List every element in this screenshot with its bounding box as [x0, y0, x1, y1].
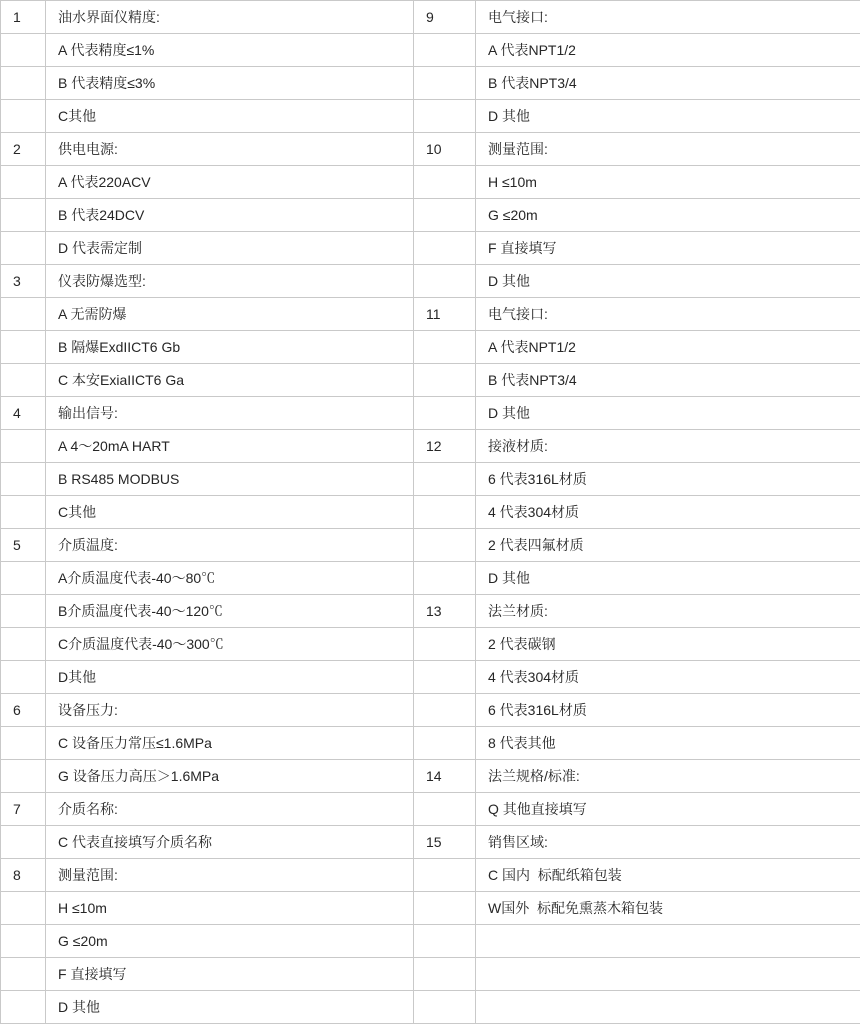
table-row [1, 331, 860, 364]
right-item-cell: 4 代表304材质 [476, 661, 860, 694]
left-item-cell: 设备压力: [46, 694, 414, 727]
table-row [1, 595, 860, 628]
left-index-cell [1, 364, 46, 397]
left-index-cell [1, 199, 46, 232]
table-row [1, 199, 860, 232]
right-index-cell: 12 [414, 430, 476, 463]
left-index-cell [1, 760, 46, 793]
right-index-cell: 10 [414, 133, 476, 166]
right-item-cell: D 其他 [476, 562, 860, 595]
right-item-cell [476, 991, 860, 1024]
left-index-cell: 3 [1, 265, 46, 298]
left-index-cell: 2 [1, 133, 46, 166]
left-index-cell [1, 562, 46, 595]
left-index-cell [1, 67, 46, 100]
table-row [1, 859, 860, 892]
table-row [1, 958, 860, 991]
left-index-cell [1, 991, 46, 1024]
right-index-cell [414, 958, 476, 991]
right-item-cell: 销售区域: [476, 826, 860, 859]
table-row [1, 397, 860, 430]
table-row [1, 265, 860, 298]
table-row [1, 232, 860, 265]
left-item-cell: H ≤10m [46, 892, 414, 925]
table-row [1, 133, 860, 166]
left-index-cell [1, 463, 46, 496]
table-row [1, 562, 860, 595]
right-item-cell: D 其他 [476, 100, 860, 133]
left-index-cell: 4 [1, 397, 46, 430]
right-index-cell [414, 562, 476, 595]
left-item-cell: 介质温度: [46, 529, 414, 562]
table-row [1, 760, 860, 793]
table-row [1, 364, 860, 397]
table-row [1, 727, 860, 760]
right-index-cell [414, 331, 476, 364]
left-index-cell [1, 826, 46, 859]
right-index-cell [414, 892, 476, 925]
left-item-cell: A 4～20mA HART [46, 430, 414, 463]
left-index-cell [1, 892, 46, 925]
right-item-cell: 电气接口: [476, 1, 860, 34]
table-row [1, 34, 860, 67]
right-index-cell [414, 661, 476, 694]
right-item-cell: 电气接口: [476, 298, 860, 331]
table-row [1, 694, 860, 727]
table-row [1, 826, 860, 859]
spec-table-body [1, 1, 860, 1024]
right-index-cell [414, 496, 476, 529]
left-item-cell: 测量范围: [46, 859, 414, 892]
right-item-cell: 6 代表316L材质 [476, 694, 860, 727]
left-item-cell: 油水界面仪精度: [46, 1, 414, 34]
table-row [1, 463, 860, 496]
table-row [1, 166, 860, 199]
left-item-cell: C其他 [46, 496, 414, 529]
left-item-cell: B 隔爆ExdIICT6 Gb [46, 331, 414, 364]
left-item-cell: F 直接填写 [46, 958, 414, 991]
table-row [1, 430, 860, 463]
left-index-cell: 5 [1, 529, 46, 562]
left-index-cell [1, 661, 46, 694]
right-item-cell: 2 代表四氟材质 [476, 529, 860, 562]
left-item-cell: 介质名称: [46, 793, 414, 826]
right-item-cell [476, 925, 860, 958]
table-row [1, 661, 860, 694]
table-row [1, 496, 860, 529]
left-index-cell [1, 232, 46, 265]
left-index-cell [1, 958, 46, 991]
right-index-cell: 15 [414, 826, 476, 859]
left-item-cell: D其他 [46, 661, 414, 694]
right-index-cell: 14 [414, 760, 476, 793]
right-index-cell [414, 232, 476, 265]
left-item-cell: G ≤20m [46, 925, 414, 958]
left-item-cell: 供电电源: [46, 133, 414, 166]
right-item-cell: 测量范围: [476, 133, 860, 166]
right-index-cell [414, 364, 476, 397]
left-index-cell: 6 [1, 694, 46, 727]
right-index-cell [414, 199, 476, 232]
right-index-cell [414, 463, 476, 496]
left-index-cell [1, 331, 46, 364]
right-item-cell: G ≤20m [476, 199, 860, 232]
table-row [1, 298, 860, 331]
left-item-cell: B介质温度代表-40～120℃ [46, 595, 414, 628]
left-item-cell: D 代表需定制 [46, 232, 414, 265]
left-index-cell [1, 430, 46, 463]
right-item-cell: 6 代表316L材质 [476, 463, 860, 496]
right-index-cell [414, 265, 476, 298]
left-index-cell [1, 100, 46, 133]
right-index-cell [414, 694, 476, 727]
left-item-cell: G 设备压力高压＞1.6MPa [46, 760, 414, 793]
table-row [1, 793, 860, 826]
right-item-cell: 8 代表其他 [476, 727, 860, 760]
left-index-cell: 7 [1, 793, 46, 826]
right-index-cell [414, 397, 476, 430]
right-index-cell [414, 727, 476, 760]
left-item-cell: A 无需防爆 [46, 298, 414, 331]
left-item-cell: B 代表24DCV [46, 199, 414, 232]
right-index-cell: 13 [414, 595, 476, 628]
right-index-cell [414, 793, 476, 826]
table-row [1, 925, 860, 958]
left-index-cell [1, 727, 46, 760]
left-item-cell: 输出信号: [46, 397, 414, 430]
right-item-cell [476, 958, 860, 991]
right-index-cell [414, 166, 476, 199]
right-item-cell: H ≤10m [476, 166, 860, 199]
right-item-cell: C 国内 标配纸箱包装 [476, 859, 860, 892]
table-row [1, 529, 860, 562]
right-item-cell: D 其他 [476, 265, 860, 298]
right-item-cell: D 其他 [476, 397, 860, 430]
table-row [1, 100, 860, 133]
right-item-cell: 2 代表碳钢 [476, 628, 860, 661]
right-item-cell: W国外 标配免熏蒸木箱包装 [476, 892, 860, 925]
right-index-cell [414, 34, 476, 67]
table-row [1, 991, 860, 1024]
left-index-cell [1, 628, 46, 661]
right-index-cell: 9 [414, 1, 476, 34]
left-item-cell: A介质温度代表-40～80℃ [46, 562, 414, 595]
left-index-cell [1, 34, 46, 67]
left-item-cell: C 代表直接填写介质名称 [46, 826, 414, 859]
right-index-cell [414, 859, 476, 892]
table-row [1, 892, 860, 925]
right-index-cell [414, 925, 476, 958]
left-item-cell: C其他 [46, 100, 414, 133]
right-item-cell: 法兰规格/标准: [476, 760, 860, 793]
left-item-cell: B 代表精度≤3% [46, 67, 414, 100]
right-item-cell: A 代表NPT1/2 [476, 331, 860, 364]
left-index-cell [1, 925, 46, 958]
left-item-cell: B RS485 MODBUS [46, 463, 414, 496]
left-index-cell: 8 [1, 859, 46, 892]
right-item-cell: B 代表NPT3/4 [476, 364, 860, 397]
right-item-cell: 4 代表304材质 [476, 496, 860, 529]
right-item-cell: Q 其他直接填写 [476, 793, 860, 826]
right-item-cell: A 代表NPT1/2 [476, 34, 860, 67]
left-index-cell [1, 166, 46, 199]
right-item-cell: 接液材质: [476, 430, 860, 463]
right-index-cell [414, 67, 476, 100]
right-index-cell [414, 628, 476, 661]
left-item-cell: C 设备压力常压≤1.6MPa [46, 727, 414, 760]
left-item-cell: D 其他 [46, 991, 414, 1024]
right-index-cell [414, 529, 476, 562]
left-item-cell: 仪表防爆选型: [46, 265, 414, 298]
left-index-cell [1, 595, 46, 628]
left-index-cell [1, 298, 46, 331]
right-index-cell: 11 [414, 298, 476, 331]
left-item-cell: A 代表220ACV [46, 166, 414, 199]
left-index-cell [1, 496, 46, 529]
table-row [1, 67, 860, 100]
table-row [1, 1, 860, 34]
left-item-cell: C 本安ExiaIICT6 Ga [46, 364, 414, 397]
right-index-cell [414, 100, 476, 133]
table-row [1, 628, 860, 661]
right-item-cell: B 代表NPT3/4 [476, 67, 860, 100]
right-item-cell: F 直接填写 [476, 232, 860, 265]
right-item-cell: 法兰材质: [476, 595, 860, 628]
left-index-cell: 1 [1, 1, 46, 34]
right-index-cell [414, 991, 476, 1024]
left-item-cell: C介质温度代表-40～300℃ [46, 628, 414, 661]
left-item-cell: A 代表精度≤1% [46, 34, 414, 67]
